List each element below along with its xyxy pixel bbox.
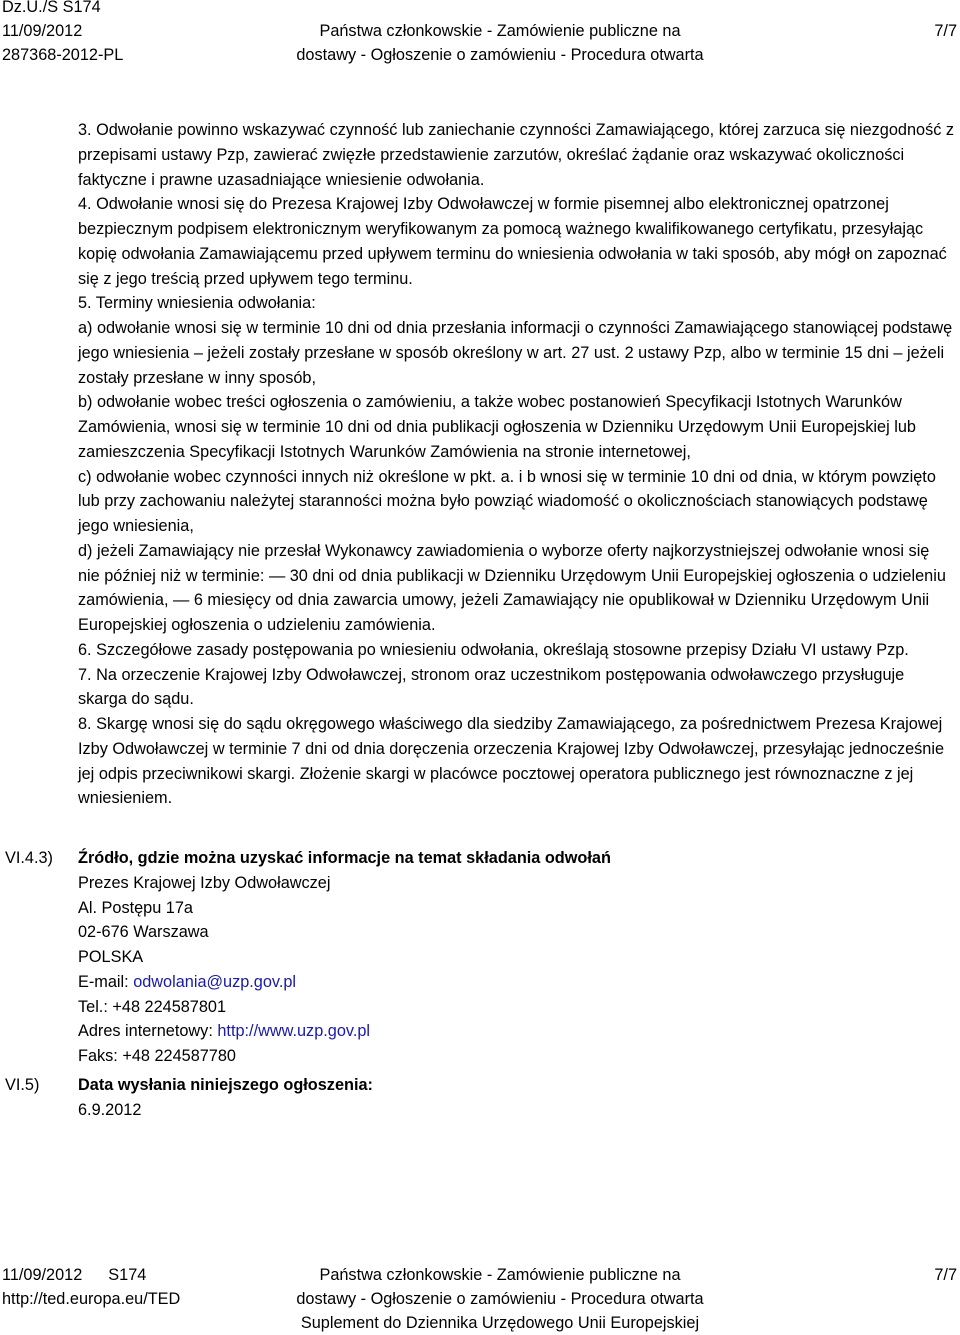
header-title-line2: dostawy - Ogłoszenie o zamówieniu - Procedura otwarta bbox=[296, 46, 704, 64]
footer-title-line3: Suplement do Dziennika Urzędowego Unii Europejskiej bbox=[300, 1314, 700, 1332]
section-heading-vi43: Źródło, gdzie można uzyskać informacje na temat składania odwołań bbox=[78, 849, 611, 867]
paragraph-8: 8. Skargę wnosi się do sądu okręgowego właściwego dla siedziby Zamawiającego, za pośrednictwem Prezesa Krajowej Izby Odwoławczej w terminie 7 dni od dnia doręczenia orzeczenia Krajowej Izby Odwoławczej, przesyłając jednocześnie jej odpis przeciwnikowi skargi. Złożenie skargi w placówce pocztowej operatora publicznego jest równoznaczne z jej wniesieniem. bbox=[78, 715, 945, 808]
paragraph-3: 3. Odwołanie powinno wskazywać czynność lub zaniechanie czynności Zamawiającego, której zarzuca się niezgodność z przepisami ustawy Pzp, zawierać zwięzłe przedstawienie zarzutów, określać żądanie oraz wskazywać okoliczności faktyczne i prawne uzasadniające wniesienie odwołania. bbox=[78, 121, 955, 189]
contact-phone: Tel.: +48 224587801 bbox=[78, 997, 227, 1016]
footer-date-issue bbox=[2, 1263, 146, 1287]
paragraph-4: 4. Odwołanie wnosi się do Prezesa Krajowej Izby Odwoławczej w formie pisemnej albo elektronicznej opatrzonej bezpiecznym podpisem elektronicznym weryfikowanym za pomocą ważnego kwalifikowanego certyfikatu, przesyłając kopię odwołania Zamawiającemu przed upływem terminu do wniesienia odwołania w taki sposób, aby mógł on zapoznać się z jego treścią przed upływem tego terminu. bbox=[78, 195, 947, 288]
paragraph-7: 7. Na orzeczenie Krajowej Izby Odwoławczej, stronom oraz uczestnikom postępowania odwoławczego przysługuje skarga do sądu. bbox=[78, 665, 905, 709]
contact-country: POLSKA bbox=[78, 948, 144, 966]
footer-issue: S174 bbox=[108, 1266, 147, 1284]
footer-date: 11/09/2012 bbox=[2, 1266, 83, 1284]
web-label: Adres internetowy: bbox=[78, 1022, 218, 1041]
footer-page-number: 7/7 bbox=[934, 1266, 957, 1284]
contact-city: 02-676 Warszawa bbox=[78, 923, 209, 942]
contact-email-row bbox=[78, 970, 611, 995]
paragraph-5a: a) odwołanie wnosi się w terminie 10 dni od dnia przesłania informacji o czynności Zamawiającego stanowiącej podstawę jego wniesienia – jeżeli zostały przesłane w sposób określony w art. 27 ust. 2 ustawy Pzp, albo w terminie 15 dni – jeżeli zostały przesłane w inny sposób, bbox=[78, 319, 953, 387]
paragraph-5: 5. Terminy wniesienia odwołania: bbox=[78, 294, 316, 313]
web-link[interactable]: http://www.uzp.gov.pl bbox=[217, 1022, 371, 1041]
header-title-line1: Państwa członkowskie - Zamówienie publiczne na bbox=[319, 22, 681, 40]
contact-web-row bbox=[78, 1019, 611, 1044]
section-number-vi43: VI.4.3) bbox=[5, 849, 53, 867]
paragraph-6: 6. Szczegółowe zasady postępowania po wniesieniu odwołania, określają stosowne przepisy Działu VI ustawy Pzp. bbox=[78, 640, 909, 659]
footer-url: http://ted.europa.eu/TED bbox=[2, 1290, 181, 1308]
contact-street: Al. Postępu 17a bbox=[78, 898, 193, 917]
paragraph-5d: d) jeżeli Zamawiający nie przesłał Wykonawcy zawiadomienia o wyborze oferty najkorzystniejszej odwołanie wnosi się nie później niż w terminie: — 30 dni od dnia publikacji w Dzienniku Urzędowym Unii Europejskiej ogłoszenia o udzieleniu zamówienia, — 6 miesięcy od dnia zawarcia umowy, jeżeli Zamawiający nie opublikował w Dzienniku Urzędowym Unii Europejskiej ogłoszenia o udzieleniu zamówienia. bbox=[78, 541, 946, 634]
dispatch-date-block bbox=[78, 1073, 373, 1123]
dispatch-date: 6.9.2012 bbox=[78, 1100, 142, 1119]
contact-organisation: Prezes Krajowej Izby Odwoławczej bbox=[78, 873, 331, 892]
footer-title-line1: Państwa członkowskie - Zamówienie publiczne na bbox=[319, 1266, 681, 1284]
review-info-block bbox=[78, 846, 611, 1069]
header-date: 11/09/2012 bbox=[2, 22, 83, 40]
appeal-procedures-text bbox=[78, 118, 954, 811]
footer-title-line2: dostawy - Ogłoszenie o zamówieniu - Procedura otwarta bbox=[296, 1290, 704, 1308]
section-number-vi5: VI.5) bbox=[5, 1076, 40, 1094]
header-journal: Dz.U./S S174 bbox=[2, 0, 101, 16]
header-doc-id: 287368-2012-PL bbox=[2, 46, 124, 64]
email-label: E-mail: bbox=[78, 972, 134, 991]
paragraph-5c: c) odwołanie wobec czynności innych niż określone w pkt. a. i b wnosi się w terminie 10 dni od dnia, w którym powzięto lub przy zachowaniu należytej staranności można było powziąć wiadomość o okolicznościach stanowiących podstawę jego wniesienia, bbox=[78, 467, 936, 535]
email-link[interactable]: odwolania@uzp.gov.pl bbox=[133, 972, 297, 991]
section-heading-vi5: Data wysłania niniejszego ogłoszenia: bbox=[78, 1076, 373, 1094]
paragraph-5b: b) odwołanie wobec treści ogłoszenia o zamówieniu, a także wobec postanowień Specyfikacji Istotnych Warunków Zamówienia, wnosi się w terminie 10 dni od dnia publikacji ogłoszenia w Dzienniku Urzędowym Unii Europejskiej lub zamieszczenia Specyfikacji Istotnych Warunków Zamówienia na stronie internetowej, bbox=[78, 393, 916, 461]
contact-fax: Faks: +48 224587780 bbox=[78, 1047, 236, 1065]
header-page-number: 7/7 bbox=[934, 22, 957, 40]
